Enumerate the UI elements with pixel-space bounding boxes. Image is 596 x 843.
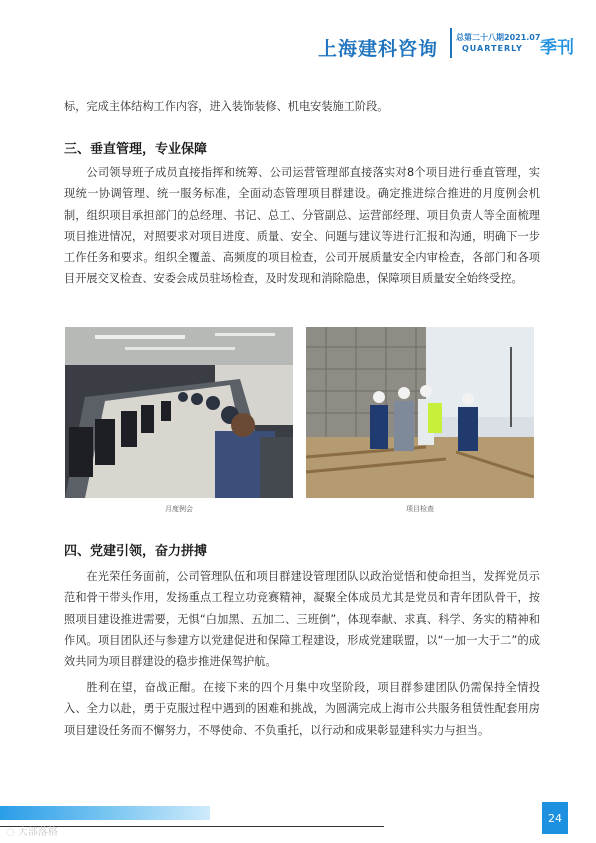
page-number: 24	[542, 802, 568, 834]
section3-heading: 三、垂直管理，专业保障	[64, 142, 208, 157]
section3-paragraph: 公司领导班子成员直接指挥和统筹、公司运营管理部直接落实对8个项目进行垂直管理，实现统一协调管理、统一服务标准，全面动态管理项目群建设。确定推进综合推进的月度例会机制，组织项目承担部门的总经理、书记、总工、分管副总、运营部经理、项目负责人等全面梳理项目推进情况，对照要求对项目进度、质量、安全、问题与建议等进行汇报和沟通，明确下一步工作任务和要求。组织全覆盖、高频度的项目检查，公司开展质量安全内审检查，各部门和各项目开展交叉检查、安委会成员驻场检查，及时发现和消除隐患，保障项目质量安全始终受控。	[64, 166, 540, 286]
section4-paragraph2: 胜利在望，奋战正酣。在接下来的四个月集中攻坚阶段，项目群参建团队仍需保持全情投入、全力以赴，勇于克服过程中遇到的困难和挑战，为圆满完成上海市公共服务租赁性配套用房项目建设任务而不懈努力，不辱使命、不负重托，以行动和成果彰显建科实力与担当。	[64, 681, 540, 737]
meeting-photo-caption: 月度例会	[165, 505, 193, 513]
issue-label: 总第二十八期2021.07	[456, 33, 541, 42]
footer-gradient-bar	[0, 806, 210, 820]
header-divider	[450, 28, 452, 58]
quarterly-label: QUARTERLY	[462, 44, 523, 53]
watermark-text: 大部落格	[17, 827, 58, 838]
jikan-label: 季刊	[540, 38, 574, 58]
section4-paragraph1: 在光荣任务面前，公司管理队伍和项目群建设管理团队以政治觉悟和使命担当，发挥党员示范和骨干带头作用，发扬重点工程立功竞赛精神，凝聚全体成员尤其是党员和青年团队骨干，按照项目建设推进需要，无惧“白加黑、五加二、三班倒”，体现奉献、求真、科学、务实的精神和作风。项目团队还与参建方以党建促进和保障工程建设，形成党建联盟，以“一加一大于二”的成效共同为项目群建设的稳步推进保驾护航。	[64, 570, 540, 669]
intro-line: 标，完成主体结构工作内容，进入装饰装修、机电安装施工阶段。	[64, 100, 389, 113]
site-inspection-photo	[306, 327, 534, 498]
watermark-icon: ◌	[6, 827, 18, 838]
magazine-title: 上海建科咨询	[318, 38, 439, 60]
site-inspection-caption: 项目检查	[406, 505, 434, 513]
watermark	[6, 823, 58, 838]
section4-heading: 四、党建引领，奋力拼搏	[64, 544, 208, 559]
meeting-photo	[65, 327, 293, 498]
